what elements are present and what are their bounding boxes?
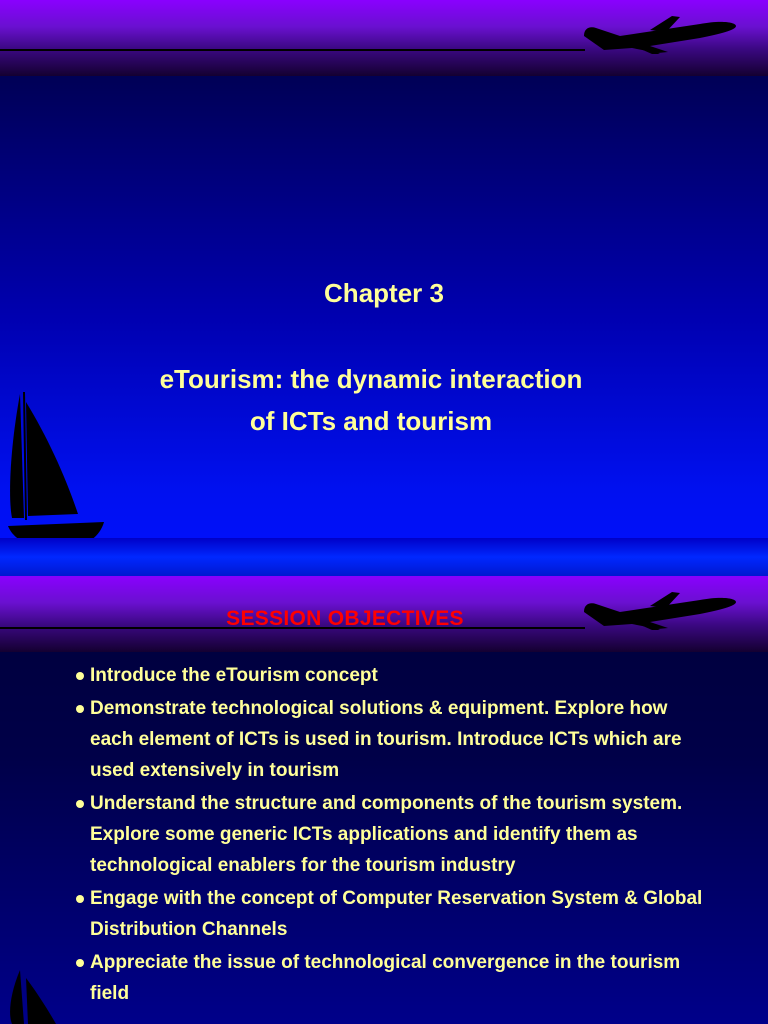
chapter-title: Chapter 3 bbox=[324, 278, 444, 308]
airplane-icon bbox=[580, 14, 740, 54]
subtitle-line-1: eTourism: the dynamic interaction bbox=[159, 364, 583, 394]
bullet-icon bbox=[76, 895, 84, 903]
objective-text: Engage with the concept of Computer Reservation System & Global Distribution Channels bbox=[90, 888, 703, 940]
objectives-list bbox=[76, 660, 716, 1011]
list-item bbox=[76, 947, 716, 1009]
list-item bbox=[76, 883, 716, 945]
sailboat-icon bbox=[8, 388, 108, 550]
sailboat-icon bbox=[8, 964, 68, 1024]
bottom-band bbox=[0, 538, 768, 576]
objective-text: Appreciate the issue of technological convergence in the tourism field bbox=[90, 952, 681, 1004]
subtitle-line-2: of ICTs and tourism bbox=[249, 406, 493, 436]
objective-text: Understand the structure and components of the tourism system. Explore some generic ICTs applications and identify them as technological enablers for the tourism industry bbox=[90, 793, 683, 876]
list-item bbox=[76, 693, 716, 786]
bullet-icon bbox=[76, 672, 84, 680]
session-objectives-heading: SESSION OBJECTIVES bbox=[226, 607, 464, 630]
objective-text: Demonstrate technological solutions & equipment. Explore how each element of ICTs is used in tourism. Introduce ICTs which are used extensively in tourism bbox=[90, 698, 682, 781]
list-item bbox=[76, 660, 716, 691]
objective-text: Introduce the eTourism concept bbox=[90, 665, 378, 686]
banner-divider bbox=[0, 49, 585, 51]
bullet-icon bbox=[76, 705, 84, 713]
bullet-icon bbox=[76, 800, 84, 808]
list-item bbox=[76, 788, 716, 881]
objectives-slide bbox=[0, 576, 768, 1024]
bullet-icon bbox=[76, 959, 84, 967]
